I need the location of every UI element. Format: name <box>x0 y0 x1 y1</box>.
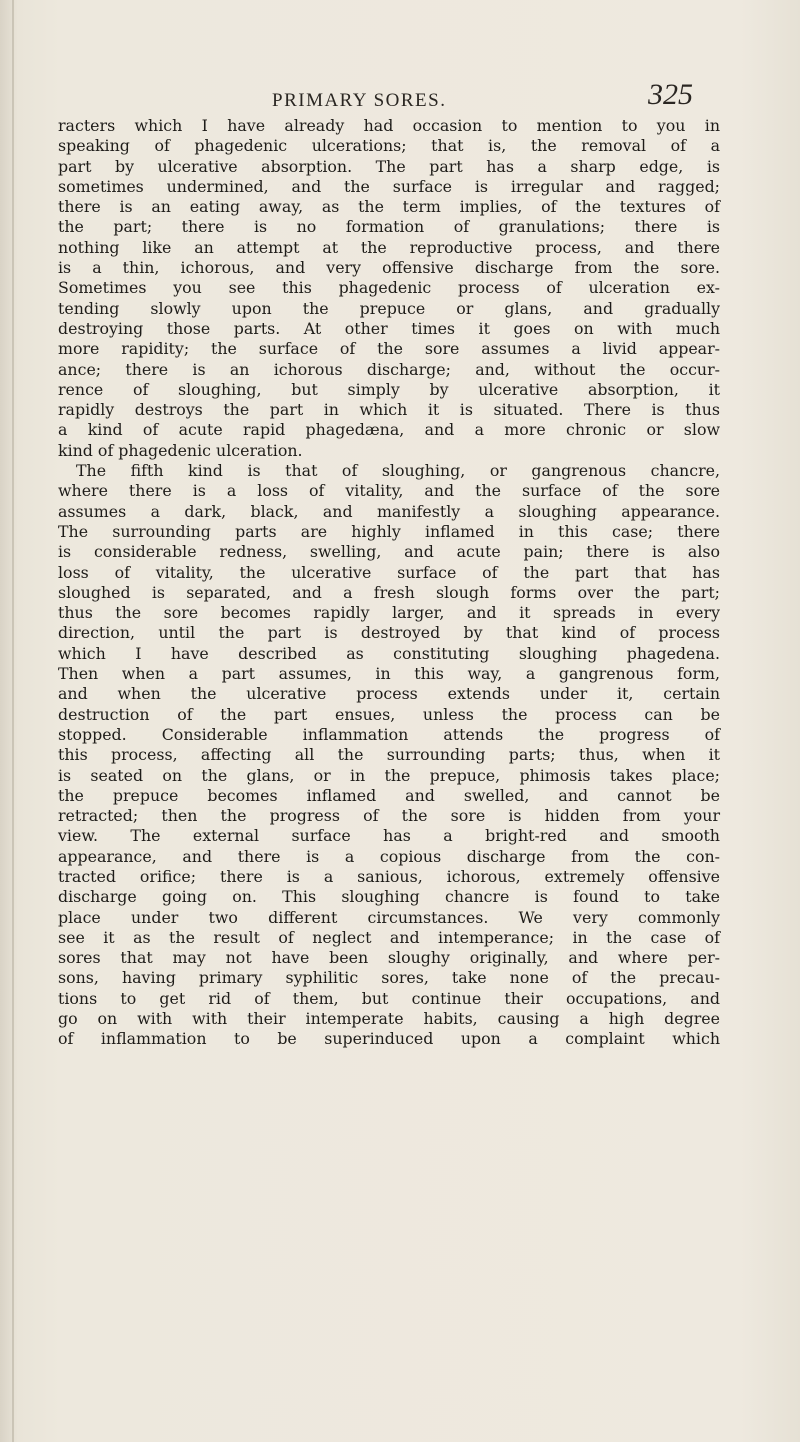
text-line: which I have described as constituting sloughing phagedena. <box>58 643 720 663</box>
text-line: destruction of the part ensues, unless the process can be <box>58 704 720 724</box>
text-line: stopped. Considerable inflammation attends the progress of <box>58 724 720 744</box>
text-line: go on with with their intemperate habits, causing a high degree <box>58 1009 720 1029</box>
text-line: sometimes undermined, and the surface is irregular and ragged; <box>58 176 720 196</box>
text-line: tracted orifice; there is a sanious, ichorous, extremely offensive <box>58 866 720 886</box>
text-line: direction, until the part is destroyed by that kind of process <box>58 623 720 643</box>
text-line: kind of phagedenic ulceration. <box>58 440 303 460</box>
text-line: see it as the result of neglect and intemperance; in the case of <box>58 927 720 947</box>
page-header <box>0 78 800 114</box>
text-line: tions to get rid of them, but continue their occupations, and <box>58 988 720 1008</box>
text-line: Then when a part assumes, in this way, a gangrenous form, <box>58 664 720 684</box>
text-line: rapidly destroys the part in which it is situated. There is thus <box>58 400 720 420</box>
text-line: there is an eating away, as the term implies, of the textures of <box>58 197 720 217</box>
text-line: sloughed is separated, and a fresh slough forms over the part; <box>58 582 720 602</box>
binding-gutter <box>12 0 14 1442</box>
text-line: and when the ulcerative process extends under it, certain <box>58 684 720 704</box>
text-line: sons, having primary syphilitic sores, take none of the precau- <box>58 968 720 988</box>
text-line: of inflammation to be superinduced upon a complaint which <box>58 1029 720 1049</box>
text-line: The fifth kind is that of sloughing, or gangrenous chancre, <box>76 461 720 481</box>
text-line: the part; there is no formation of granulations; there is <box>58 217 720 237</box>
text-line: part by ulcerative absorption. The part has a sharp edge, is <box>58 156 720 176</box>
text-line: appearance, and there is a copious discharge from the con- <box>58 846 720 866</box>
text-line: speaking of phagedenic ulcerations; that is, the removal of a <box>58 136 720 156</box>
page-number: 325 <box>648 78 693 111</box>
text-line: is seated on the glans, or in the prepuce, phimosis takes place; <box>58 765 720 785</box>
text-line: retracted; then the progress of the sore is hidden from your <box>58 806 720 826</box>
text-line: is a thin, ichorous, and very offensive discharge from the sore. <box>58 258 720 278</box>
text-line: destroying those parts. At other times it goes on with much <box>58 318 720 338</box>
text-line: sores that may not have been sloughy originally, and where per- <box>58 948 720 968</box>
text-line: thus the sore becomes rapidly larger, and it spreads in every <box>58 603 720 623</box>
text-line: nothing like an attempt at the reproductive process, and there <box>58 237 720 257</box>
text-line: where there is a loss of vitality, and the surface of the sore <box>58 481 720 501</box>
text-line: Sometimes you see this phagedenic process of ulceration ex- <box>58 278 720 298</box>
running-head: PRIMARY SORES. <box>272 90 447 111</box>
text-line: the prepuce becomes inflamed and swelled, and cannot be <box>58 785 720 805</box>
text-line: tending slowly upon the prepuce or glans, and gradually <box>58 298 720 318</box>
text-line: view. The external surface has a bright-red and smooth <box>58 826 720 846</box>
text-line: more rapidity; the surface of the sore assumes a livid appear- <box>58 339 720 359</box>
body-text <box>58 116 720 1050</box>
text-line: this process, affecting all the surrounding parts; thus, when it <box>58 745 720 765</box>
text-line: The surrounding parts are highly inflamed in this case; there <box>58 521 720 541</box>
text-line: place under two different circumstances. We very commonly <box>58 907 720 927</box>
text-line: rence of sloughing, but simply by ulcerative absorption, it <box>58 379 720 399</box>
text-line: a kind of acute rapid phagedæna, and a more chronic or slow <box>58 420 720 440</box>
text-line: assumes a dark, black, and manifestly a sloughing appearance. <box>58 501 720 521</box>
text-line: discharge going on. This sloughing chancre is found to take <box>58 887 720 907</box>
text-line: ance; there is an ichorous discharge; and, without the occur- <box>58 359 720 379</box>
text-line: is considerable redness, swelling, and acute pain; there is also <box>58 542 720 562</box>
text-line: loss of vitality, the ulcerative surface of the part that has <box>58 562 720 582</box>
text-line: racters which I have already had occasion to mention to you in <box>58 116 720 135</box>
